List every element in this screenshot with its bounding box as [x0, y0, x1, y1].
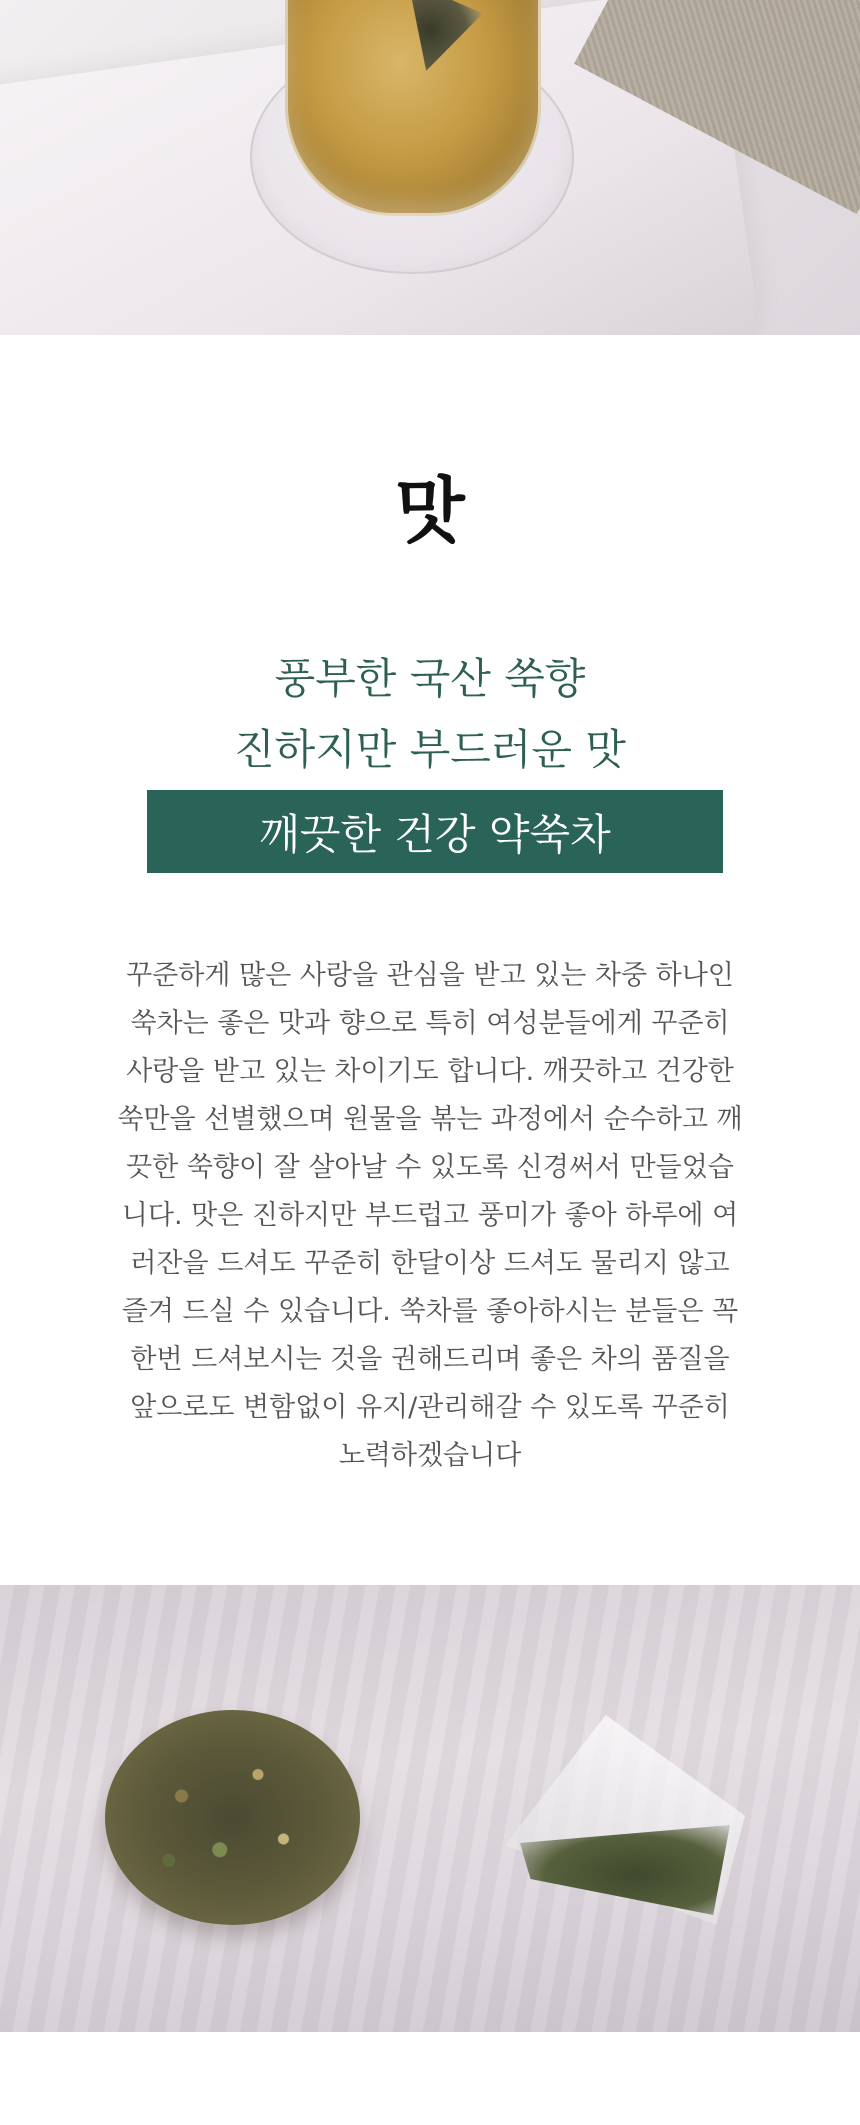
- description-line: 쑥차는 좋은 맛과 향으로 특히 여성분들에게 꾸준히: [130, 1008, 730, 1039]
- description-line: 즐겨 드실 수 있습니다. 쑥차를 좋아하시는 분들은 꼭: [121, 1296, 739, 1327]
- banner-text: 깨끗한 건강 약쑥차: [259, 809, 611, 859]
- description-line: 앞으로도 변함없이 유지/관리해갈 수 있도록 꾸준히: [130, 1392, 730, 1423]
- description-line: 한번 드셔보시는 것을 권해드리며 좋은 차의 품질을: [130, 1344, 730, 1375]
- section-title: 맛: [395, 469, 465, 553]
- description-line: 니다. 맛은 진하지만 부드럽고 풍미가 좋아 하루에 여: [121, 1200, 739, 1231]
- highlight-banner: [147, 790, 723, 873]
- description-paragraph: [60, 952, 800, 1480]
- description-line: 끗한 쑥향이 잘 살아날 수 있도록 신경써서 만들었습: [126, 1152, 734, 1183]
- description-line: 사랑을 받고 있는 차이기도 합니다. 깨끗하고 건강한: [126, 1056, 734, 1087]
- loose-tea-and-teabag-photo: [0, 1585, 860, 2032]
- description-line: 러잔을 드셔도 꾸준히 한달이상 드셔도 물리지 않고: [130, 1248, 730, 1279]
- loose-mugwort-tea-pile: [105, 1710, 360, 1925]
- tea-glass: [285, 0, 541, 216]
- tea-glass-photo: [0, 0, 860, 335]
- description-line: 쑥만을 선별했으며 원물을 볶는 과정에서 순수하고 깨: [117, 1104, 743, 1135]
- description-line: 노력하겠습니다: [338, 1440, 522, 1471]
- tagline-line-2: 진하지만 부드러운 맛: [234, 725, 626, 774]
- description-line: 꾸준하게 많은 사랑을 관심을 받고 있는 차중 하나인: [126, 960, 734, 991]
- tagline-line-1: 풍부한 국산 쑥향: [274, 654, 586, 703]
